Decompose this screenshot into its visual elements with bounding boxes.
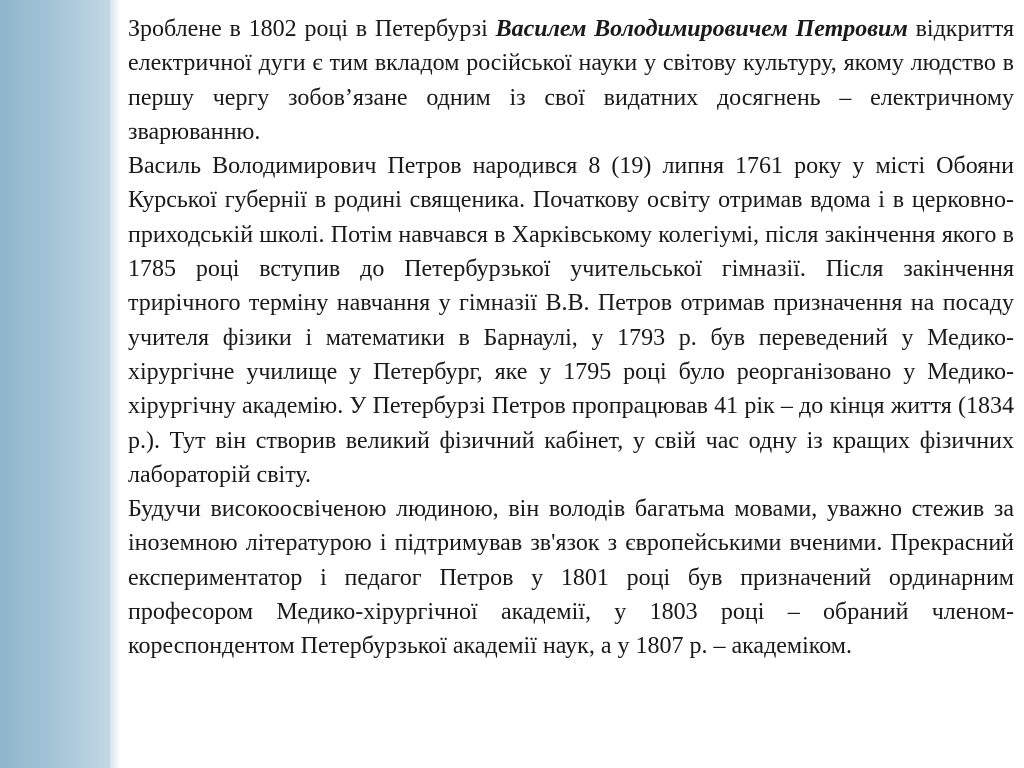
paragraph-1-rest: відкриття електричної дуги є тим вкладом російської науки у світову культуру, якому людство в першу чергу зобов’язане одним із свої видатних досягнень – електричному зварюванню. [128, 16, 1014, 145]
paragraph-3 [128, 492, 1014, 663]
paragraph-2-text: Василь Володимирович Петров народився 8 (19) липня 1761 року у місті Обояни Курської губернії в родині священика. Початкову освіту отримав вдома і в церковно-приходській школі. Потім навчався в Харківському колегіумі, після закінчення якого в 1785 році вступив до Петербурзької учительської гімназії. Після закінчення трирічного терміну навчання у гімназії В.В. Петров отримав призначення на посаду учителя фізики і математики в Барнаулі, у 1793 р. був переведений у Медико-хірургічне училище у Петербург, яке у 1795 році було реорганізовано у Медико-хірургічну академію. У Петербурзі Петров пропрацював 41 рік – до кінця життя (1834 р.). Тут він створив великий фізичний кабінет, у свій час одну із кращих фізичних лабораторій світу. [128, 153, 1014, 488]
paragraph-2 [128, 149, 1014, 492]
decorative-side-band [0, 0, 110, 768]
slide-text-body [128, 12, 1014, 664]
paragraph-1-intro: Зроблене в 1802 році в Петербурзі [128, 16, 496, 42]
paragraph-1 [128, 12, 1014, 149]
decorative-side-band-edge [110, 0, 120, 768]
paragraph-3-text: Будучи високоосвіченою людиною, він володів багатьма мовами, уважно стежив за іноземною літературою і підтримував зв'язок з європейськими вченими. Прекрасний експериментатор і педагог Петров у 1801 році був призначений ординарним професором Медико-хірургічної академії, у 1803 році – обраний членом-кореспондентом Петербурзької академії наук, а у 1807 р. – академіком. [128, 496, 1014, 660]
paragraph-1-name-emphasis: Василем Володимировичем Петровим [495, 16, 908, 42]
